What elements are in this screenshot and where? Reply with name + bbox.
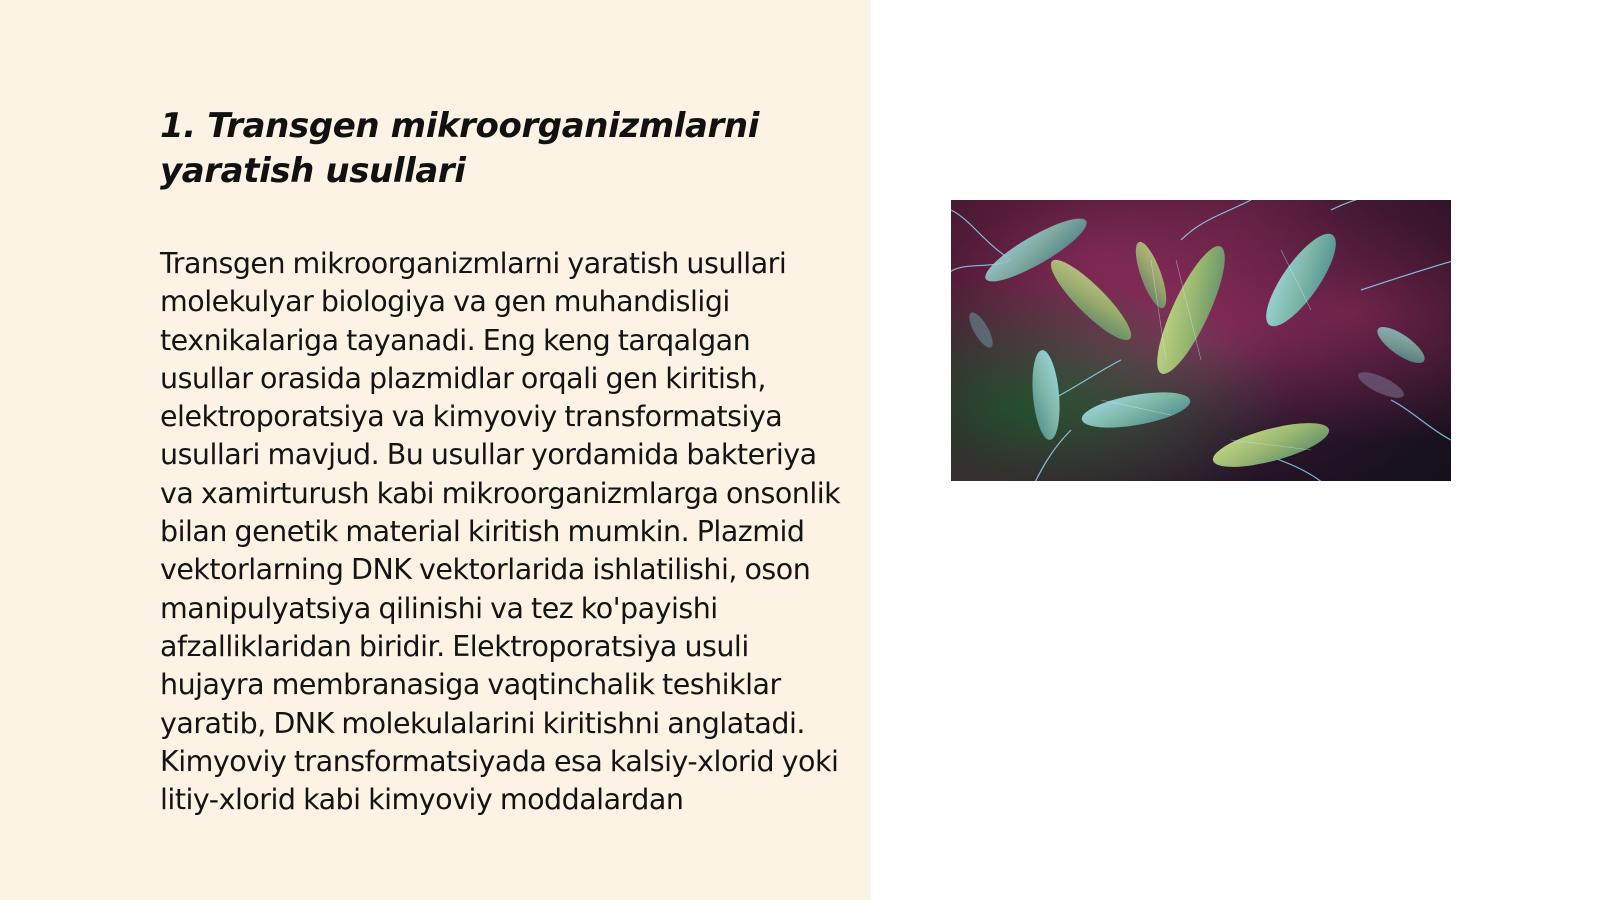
slide-title: 1. Transgen mikroorganizmlarni yaratish usullari: [160, 106, 759, 191]
bacteria-illustration: [951, 200, 1451, 481]
slide-body-text: Transgen mikroorganizmlarni yaratish usullari molekulyar biologiya va gen muhandisligi texnikalariga tayanadi. Eng keng tarqalgan usullar orasida plazmidlar orqali gen kiritish, elektroporatsiya va kimyoviy transformatsiya usullari mavjud. Bu usullar yordamida bakteriya va xamirturush kabi mikroorganizmlarga onsonlik bilan genetik material kiritish mumkin. Plazmid vektorlarning DNK vektorlarida ishlatilishi, oson manipulyatsiya qilinishi va tez ko'payishi afzalliklaridan biridir. Elektroporatsiya usuli hujayra membranasiga vaqtinchalik teshiklar yaratib, DNK molekulalarini kiritishni anglatadi. Kimyoviy transformatsiyada esa kalsiy-xlorid yoki litiy-xlorid kabi kimyoviy moddalardan: [160, 247, 841, 817]
bacteria-image: [951, 200, 1451, 481]
